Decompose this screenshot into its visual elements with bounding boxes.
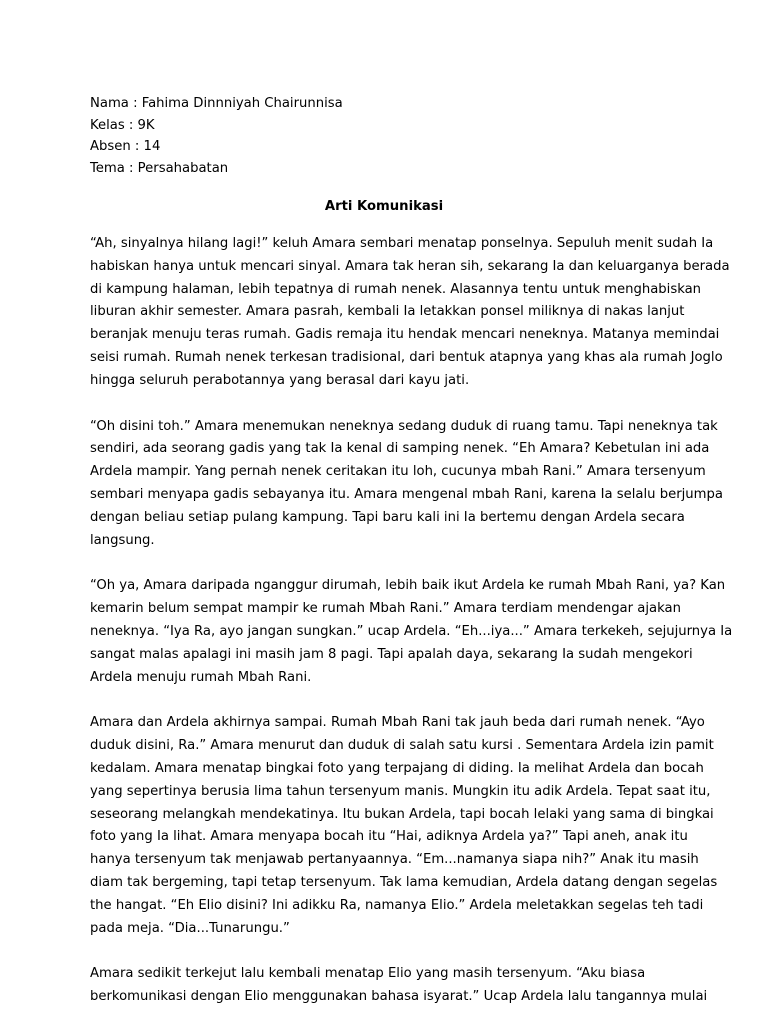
paragraph-line: di kampung halaman, lebih tepatnya di rumah nenek. Alasannya tentu untuk menghabiskan — [90, 281, 702, 297]
story-body — [90, 233, 733, 1032]
paragraph-line: the hangat. “Eh Elio disini? Ini adikku Ra, namanya Elio.” Ardela meletakkan segelas teh tadi — [90, 897, 704, 913]
student-info — [90, 93, 343, 179]
story-title: Arti Komunikasi — [324, 199, 444, 214]
paragraph-line: neneknya. “Iya Ra, ayo jangan sungkan.” ucap Ardela. “Eh...iya...” Amara terkekeh, sejujurnya Ia — [90, 623, 733, 639]
paragraph-line: Ardela mampir. Yang pernah nenek ceritakan itu loh, cucunya mbah Rani.” Amara tersenyum — [90, 464, 706, 480]
paragraph-line: hanya tersenyum tak menjawab pertanyaannya. “Em...namanya siapa nih?” Anak itu masih — [90, 852, 699, 868]
paragraph-line: Amara dan Ardela akhirnya sampai. Rumah Mbah Rani tak jauh beda dari rumah nenek. “Ayo — [90, 715, 705, 731]
paragraph — [90, 712, 718, 940]
paragraph-line: sendiri, ada seorang gadis yang tak Ia kenal di samping nenek. “Eh Amara? Kebetulan ini ada — [90, 441, 710, 457]
paragraph-line: seseorang melangkah mendekatinya. Itu bukan Ardela, tapi bocah lelaki yang sama di bingkai — [90, 806, 714, 822]
paragraph-line: “Oh ya, Amara daripada nganggur dirumah, lebih baik ikut Ardela ke rumah Mbah Rani, ya? Kan — [90, 578, 726, 594]
paragraph-line: sembari menyapa gadis sebayanya itu. Amara mengenal mbah Rani, karena Ia selalu berjumpa — [90, 486, 723, 502]
paragraph-line: hingga seluruh perabotannya yang berasal dari kayu jati. — [90, 372, 470, 388]
paragraph-line: “Oh disini toh.” Amara menemukan neneknya sedang duduk di ruang tamu. Tapi neneknya tak — [90, 418, 718, 434]
paragraph — [90, 575, 733, 689]
student-name-line: Nama : Fahima Dinnniyah Chairunnisa — [90, 96, 343, 111]
paragraph-line: sangat malas apalagi ini masih jam 8 pagi. Tapi apalah daya, sekarang Ia sudah mengekori — [90, 646, 693, 662]
paragraph-line: habiskan hanya untuk mencari sinyal. Amara tak heran sih, sekarang Ia dan keluarganya berada — [90, 258, 730, 274]
paragraph-line: dengan beliau setiap pulang kampung. Tapi baru kali ini Ia bertemu dengan Ardela secara — [90, 509, 685, 525]
paragraph-line: foto yang Ia lihat. Amara menyapa bocah itu “Hai, adiknya Ardela ya?” Tapi aneh, anak itu — [90, 829, 688, 845]
paragraph-line: “Ah, sinyalnya hilang lagi!” keluh Amara sembari menatap ponselnya. Sepuluh menit sudah Ia — [90, 236, 714, 251]
paragraph-line: yang sepertinya berusia lima tahun tersenyum manis. Mungkin itu adik Ardela. Tepat saat itu, — [90, 783, 711, 799]
paragraph-line: beranjak menuju teras rumah. Gadis remaja itu hendak mencari neneknya. Matanya memindai — [90, 327, 720, 343]
paragraph-line: Amara sedikit terkejut lalu kembali menatap Elio yang masih tersenyum. “Aku biasa — [90, 966, 646, 982]
paragraph-line: kedalam. Amara menatap bingkai foto yang terpajang di diding. Ia melihat Ardela dan bocah — [90, 760, 704, 776]
paragraph-line: berkomunikasi dengan Elio menggunakan bahasa isyarat.” Ucap Ardela lalu tangannya mulai — [90, 989, 708, 1005]
class-line: Kelas : 9K — [90, 117, 155, 133]
paragraph-line: kemarin belum sempat mampir ke rumah Mbah Rani.” Amara terdiam mendengar ajakan — [90, 601, 681, 617]
paragraph-line: Ardela menuju rumah Mbah Rani. — [90, 669, 312, 685]
paragraph-line: duduk disini, Ra.” Amara menurut dan duduk di salah satu kursi . Sementara Ardela izin pamit — [90, 738, 714, 754]
paragraph — [90, 233, 730, 393]
paragraph-line: seisi rumah. Rumah nenek terkesan tradisional, dari bentuk atapnya yang khas ala rumah Joglo — [90, 349, 723, 365]
paragraph — [90, 963, 708, 1009]
paragraph — [90, 416, 723, 553]
paragraph-line: diam tak bergeming, tapi tetap tersenyum. Tak lama kemudian, Ardela datang dengan segelas — [90, 874, 718, 890]
attendance-number-line: Absen : 14 — [90, 139, 161, 154]
paragraph-line: liburan akhir semester. Amara pasrah, kembali Ia letakkan ponsel miliknya di nakas lanjut — [90, 304, 685, 320]
paragraph-line: pada meja. “Dia...Tunarungu.” — [90, 920, 290, 936]
theme-line: Tema : Persahabatan — [90, 160, 229, 176]
paragraph-line: langsung. — [90, 532, 155, 548]
